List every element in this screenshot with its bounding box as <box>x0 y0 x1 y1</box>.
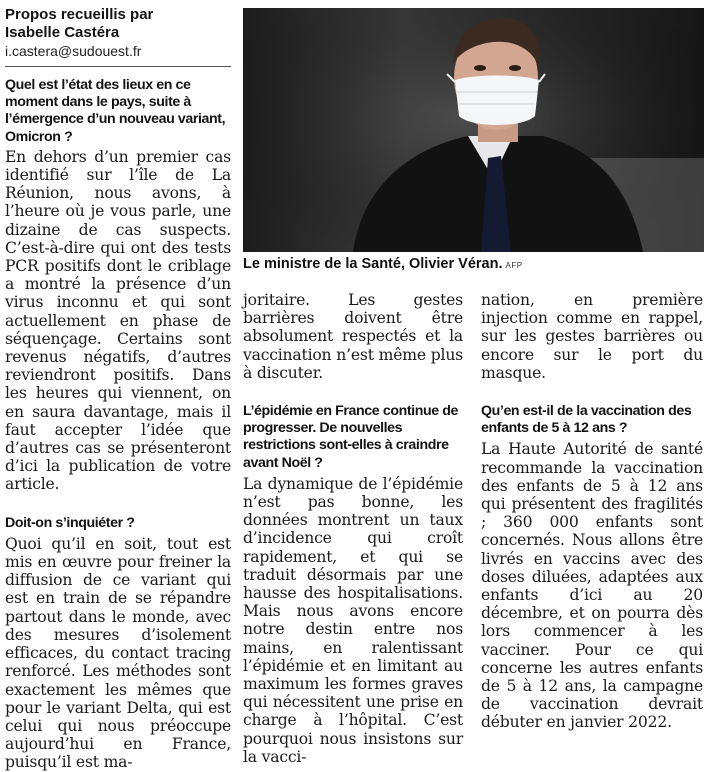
answer-2-part-1: Quoi qu’il en soit, tout est mis en œuvre pour freiner la diffusion de ce variant qui est en train de se répandre partout dans le monde, avec des mesures d’isolement efficaces, du contact tracing renforcé. Les méthodes sont exactement les mêmes que pour le variant Delta, qui est celui qui nous préoccupe aujourd’hui en France, puisqu’il est ma- <box>5 534 231 772</box>
answer-4: La Haute Autorité de santé recommande la vaccination des enfants de 5 à 12 ans qui présentent des fragilités ; 360 000 enfants sont concernés. Nous allons être livrés en vaccins avec des doses diluées, adaptées aux enfants d’ici au 20 décembre, et on pourra dès lors commencer à les vacciner. Pour ce qui concerne les autres enfants de 5 à 12 ans, la campagne de vaccination devrait débuter en janvier 2022. <box>481 440 703 732</box>
question-2: Doit-on s’inquiéter ? <box>5 514 135 531</box>
answer-3-part-2: nation, en première injection comme en rappel, sur les gestes barrières ou encore sur le port du masque. <box>481 291 703 382</box>
byline <box>5 6 231 60</box>
answer-1: En dehors d’un premier cas identifié sur l’île de La Réunion, nous avons, à l’heure où je vous parle, une dizaine de cas suspects. C’est-à-dire qui ont des tests PCR positifs dont le criblage a montré la présence d’un virus inconnu et qui sont actuellement en phase de séquençage. Certains sont revenus négatifs, d’autres reviendront positifs. Dans les heures qui viennent, on en saura davantage, mais il faut accepter l’idée que d’autres cas se présenteront d’ici la publication de votre article. <box>5 147 231 494</box>
caption-text: Le ministre de la Santé, Olivier Véran. <box>243 256 503 272</box>
byline-intro: Propos recueillis par <box>5 6 154 23</box>
question-3: L’épidémie en France continue de progresser. De nouvelles restrictions sont-elles à craindre avant Noël ? <box>243 403 459 471</box>
byline-email[interactable]: i.castera@sudouest.fr <box>5 43 142 59</box>
answer-2-part-2: joritaire. Les gestes barrières doivent être absolument respectés et la vaccination n’est même plus à discuter. <box>243 291 463 382</box>
column-2 <box>243 291 463 766</box>
photo-credit: AFP <box>505 261 523 270</box>
byline-author: Isabelle Castéra <box>5 24 120 41</box>
column-1 <box>5 6 231 772</box>
answer-3-part-1: La dynamique de l’épidémie n’est pas bonne, les données montrent un taux d’incidence qui croît rapidement, et qui se traduit désormais par une hausse des hospitalisations. Mais nous avons encore notre destin entre nos mains, en ralentissant l’épidémie et en limitant au maximum les formes graves qui nécessitent une prise en charge à l’hôpital. C’est pourquoi nous insistons sur la vacci- <box>243 474 463 766</box>
question-4: Qu’en est-il de la vaccination des enfants de 5 à 12 ans ? <box>481 403 692 437</box>
column-3 <box>481 291 703 732</box>
photo-caption <box>243 256 704 272</box>
byline-divider <box>5 66 231 67</box>
question-1: Quel est l’état des lieux en ce moment dans le pays, suite à l’émergence d’un nouveau variant, Omicron ? <box>5 77 226 145</box>
article-photo <box>243 8 704 252</box>
portrait-image <box>243 8 704 252</box>
